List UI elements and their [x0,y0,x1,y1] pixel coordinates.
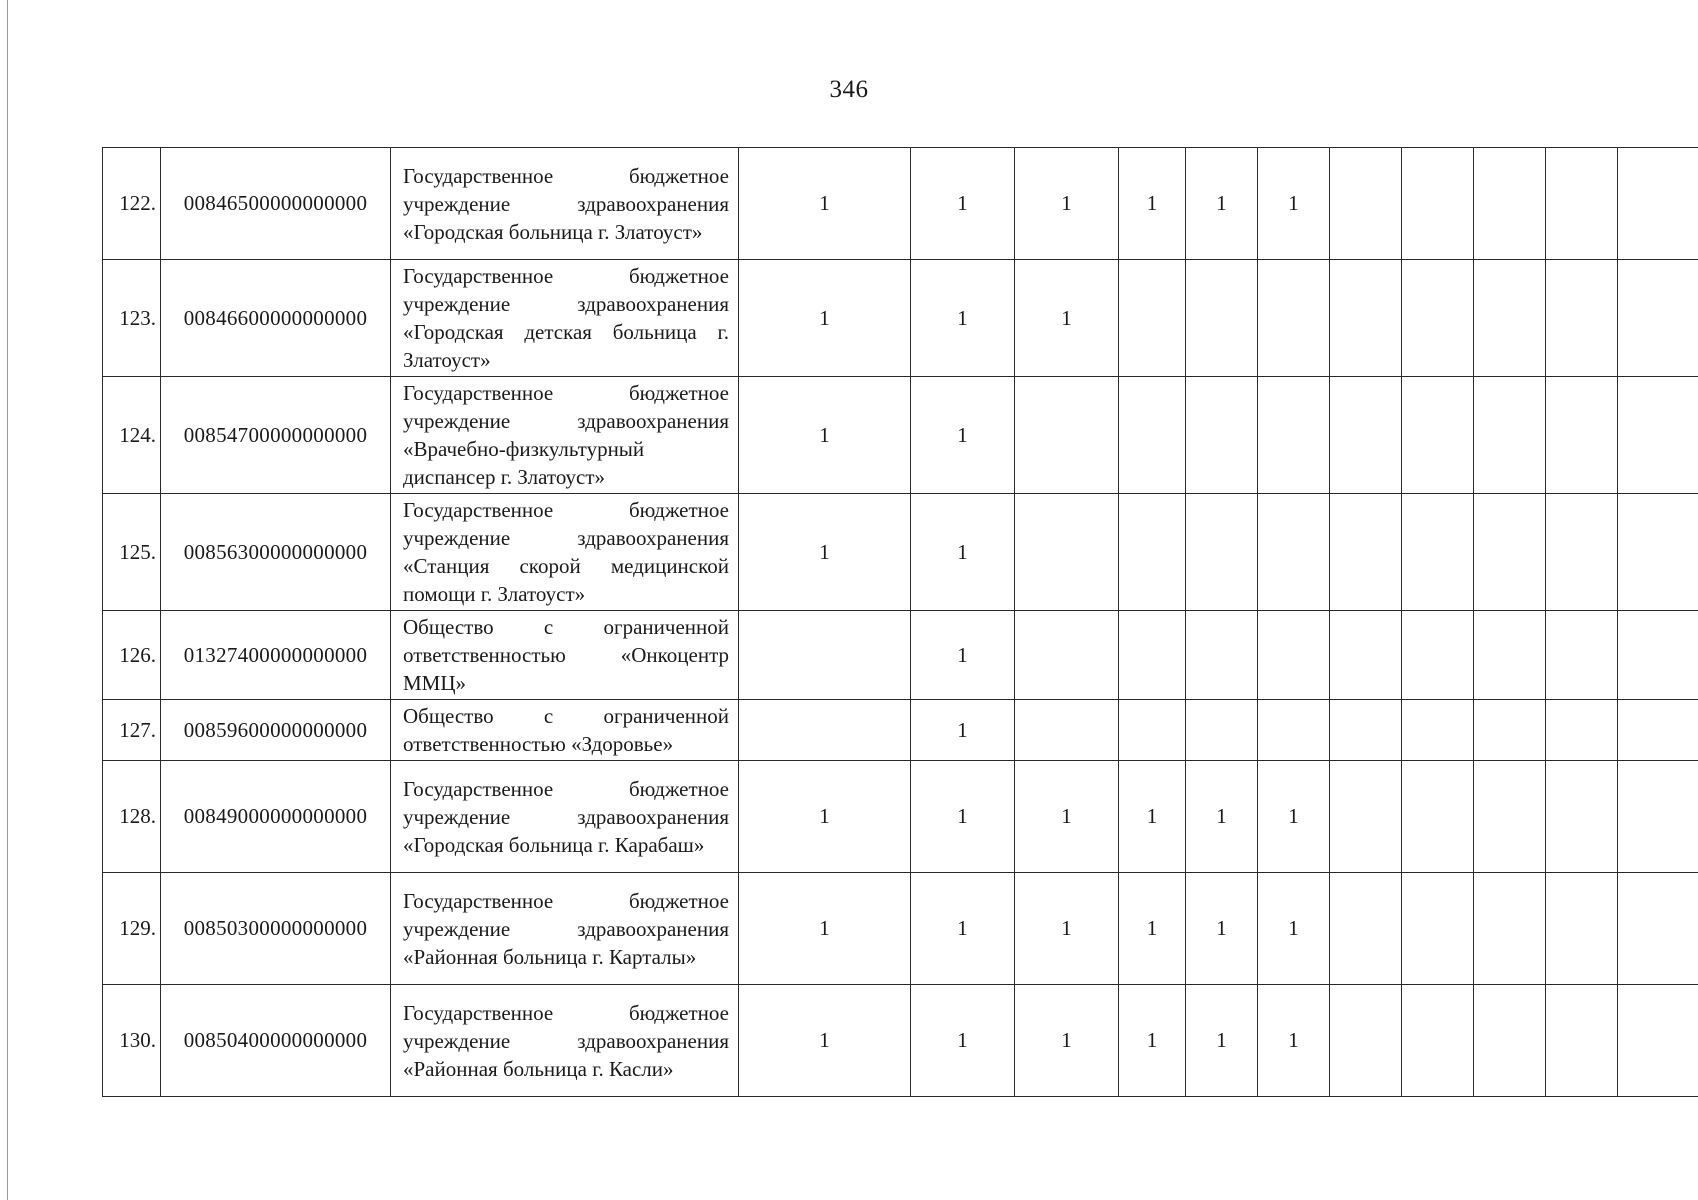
value-cell [1119,377,1186,494]
value-cell [1015,700,1119,761]
table-row [103,873,1698,985]
value-cell [1015,611,1119,700]
value-cell [1330,148,1402,260]
value-cell: 1 [1186,148,1258,260]
table-row [103,985,1698,1097]
registry-table [102,147,1698,1097]
value-cell [1546,377,1618,494]
registry-code: 00850400000000000 [161,985,391,1097]
table-row [103,700,1698,761]
value-cell: 1 [1186,761,1258,873]
row-number: 128. [103,761,161,873]
row-number: 130. [103,985,161,1097]
row-number: 122. [103,148,161,260]
value-cell [1330,700,1402,761]
value-cell [1402,377,1474,494]
value-cell: 1 [911,873,1015,985]
table-row [103,611,1698,700]
value-cell [1119,494,1186,611]
value-cell [739,611,911,700]
value-cell: 1 [1119,985,1186,1097]
value-cell: 1 [1186,873,1258,985]
value-cell [1474,260,1546,377]
row-number: 125. [103,494,161,611]
organization-name: Государственное бюджетное учреждение здравоохранения «Городская детская больница г. Златоуст» [391,260,739,377]
value-cell: 1 [1258,761,1330,873]
table-row [103,761,1698,873]
value-cell: 1 [911,260,1015,377]
value-cell: 1 [739,377,911,494]
value-cell [1186,494,1258,611]
value-cell: 1 [1015,761,1119,873]
value-cell [1546,761,1618,873]
value-cell: 1 [911,148,1015,260]
organization-name: Государственное бюджетное учреждение здравоохранения «Городская больница г. Карабаш» [391,761,739,873]
value-cell [1258,260,1330,377]
value-cell [1474,761,1546,873]
value-cell [1546,985,1618,1097]
value-cell [1402,700,1474,761]
value-cell [1474,985,1546,1097]
organization-name: Государственное бюджетное учреждение здравоохранения «Районная больница г. Карталы» [391,873,739,985]
value-cell [1546,873,1618,985]
value-cell: 1 [1015,260,1119,377]
value-cell: 1 [739,761,911,873]
value-cell [1618,700,1698,761]
page-number: 346 [829,76,869,103]
value-cell: 1 [911,377,1015,494]
value-cell [1330,377,1402,494]
value-cell [1119,260,1186,377]
table-row [103,260,1698,377]
value-cell: 1 [1015,873,1119,985]
value-cell [1186,700,1258,761]
value-cell [1402,985,1474,1097]
value-cell [1546,494,1618,611]
value-cell [1546,148,1618,260]
row-number: 123. [103,260,161,377]
value-cell [1186,260,1258,377]
value-cell [1474,873,1546,985]
value-cell: 1 [739,260,911,377]
registry-code: 00854700000000000 [161,377,391,494]
value-cell [1330,873,1402,985]
value-cell [1015,494,1119,611]
value-cell [1546,700,1618,761]
value-cell [1618,148,1698,260]
registry-code: 00850300000000000 [161,873,391,985]
value-cell [1330,260,1402,377]
value-cell: 1 [1258,873,1330,985]
value-cell [1258,611,1330,700]
table-row [103,377,1698,494]
value-cell [1119,700,1186,761]
value-cell [1119,611,1186,700]
value-cell [1330,494,1402,611]
scan-edge-line [7,0,8,1200]
value-cell [1330,611,1402,700]
organization-name: Государственное бюджетное учреждение здравоохранения «Врачебно-физкультурный диспансер г. Златоуст» [391,377,739,494]
value-cell [1618,873,1698,985]
value-cell [1618,494,1698,611]
registry-code: 00846500000000000 [161,148,391,260]
value-cell: 1 [739,985,911,1097]
value-cell: 1 [911,985,1015,1097]
registry-code: 01327400000000000 [161,611,391,700]
row-number: 127. [103,700,161,761]
value-cell: 1 [1258,985,1330,1097]
organization-name: Общество с ограниченной ответственностью «Онкоцентр ММЦ» [391,611,739,700]
value-cell [1618,377,1698,494]
value-cell [739,700,911,761]
value-cell [1546,611,1618,700]
value-cell [1258,700,1330,761]
value-cell: 1 [1186,985,1258,1097]
value-cell: 1 [1119,873,1186,985]
value-cell: 1 [911,761,1015,873]
value-cell [1402,260,1474,377]
value-cell [1474,700,1546,761]
value-cell [1402,761,1474,873]
value-cell [1546,260,1618,377]
value-cell [1402,148,1474,260]
value-cell [1618,611,1698,700]
row-number: 129. [103,873,161,985]
value-cell: 1 [911,494,1015,611]
value-cell: 1 [739,873,911,985]
registry-code: 00846600000000000 [161,260,391,377]
value-cell [1402,611,1474,700]
registry-code: 00849000000000000 [161,761,391,873]
value-cell [1402,873,1474,985]
value-cell: 1 [739,148,911,260]
value-cell [1474,377,1546,494]
value-cell: 1 [911,700,1015,761]
value-cell: 1 [1119,148,1186,260]
organization-name: Государственное бюджетное учреждение здравоохранения «Станция скорой медицинской помощи г. Златоуст» [391,494,739,611]
value-cell [1186,377,1258,494]
value-cell [1618,761,1698,873]
value-cell [1330,985,1402,1097]
value-cell [1474,611,1546,700]
value-cell: 1 [1119,761,1186,873]
value-cell: 1 [1015,985,1119,1097]
value-cell [1258,494,1330,611]
value-cell: 1 [1258,148,1330,260]
value-cell: 1 [911,611,1015,700]
row-number: 126. [103,611,161,700]
value-cell [1402,494,1474,611]
value-cell [1618,260,1698,377]
organization-name: Государственное бюджетное учреждение здравоохранения «Районная больница г. Касли» [391,985,739,1097]
value-cell [1474,494,1546,611]
registry-code: 00859600000000000 [161,700,391,761]
organization-name: Общество с ограниченной ответственностью «Здоровье» [391,700,739,761]
value-cell [1015,377,1119,494]
value-cell [1186,611,1258,700]
value-cell [1330,761,1402,873]
registry-code: 00856300000000000 [161,494,391,611]
table-row [103,494,1698,611]
value-cell: 1 [739,494,911,611]
value-cell: 1 [1015,148,1119,260]
value-cell [1474,148,1546,260]
table-row [103,148,1698,260]
value-cell [1618,985,1698,1097]
organization-name: Государственное бюджетное учреждение здравоохранения «Городская больница г. Златоуст» [391,148,739,260]
value-cell [1258,377,1330,494]
row-number: 124. [103,377,161,494]
